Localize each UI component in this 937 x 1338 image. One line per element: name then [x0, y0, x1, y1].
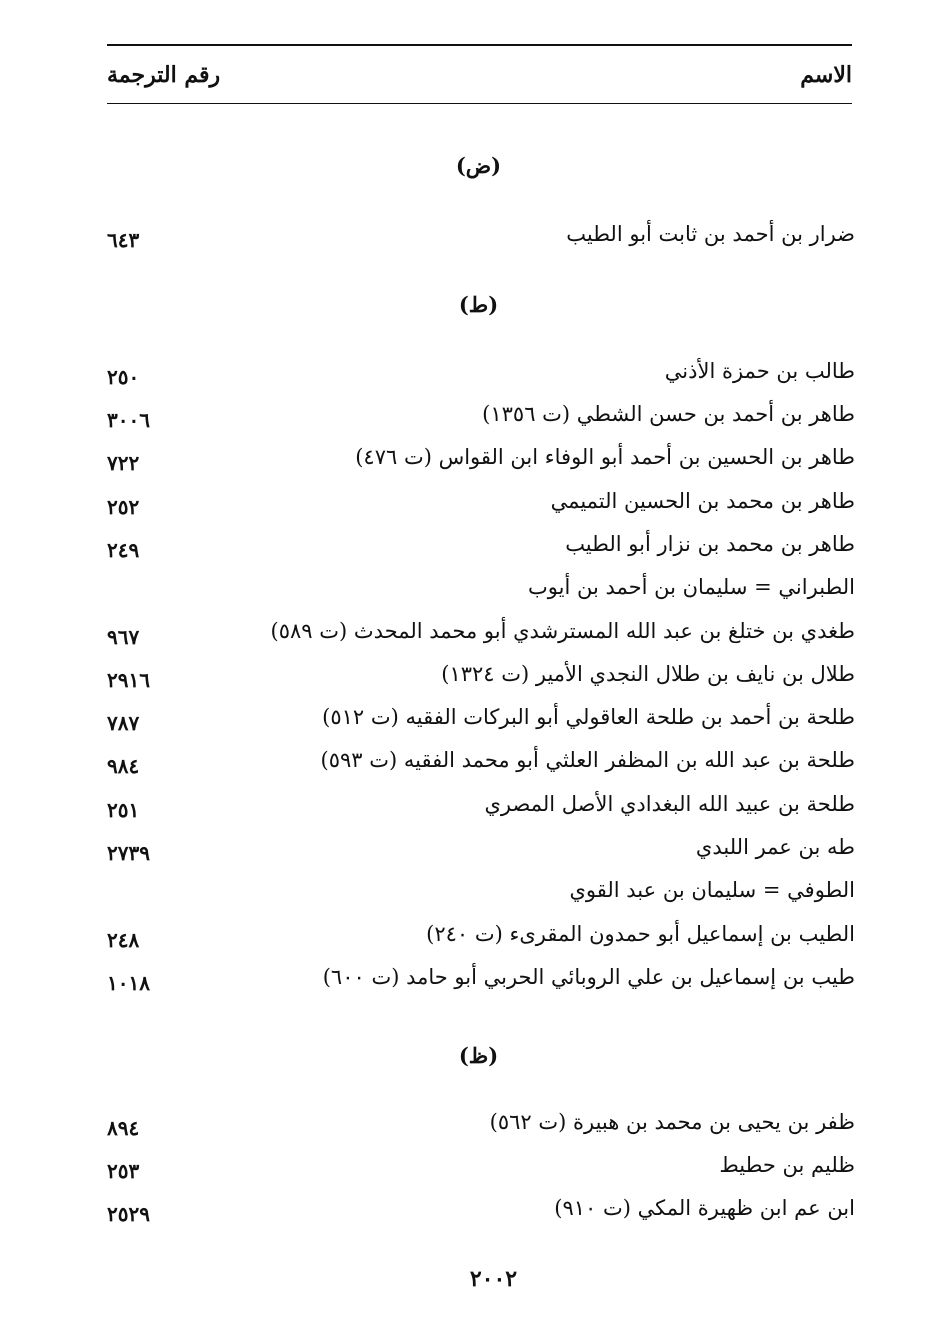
- entry-name: طه بن عمر اللبدي: [695, 835, 855, 859]
- index-entry: [107, 1153, 855, 1189]
- entry-number: ٢٩١٦: [107, 668, 150, 692]
- index-entry: [107, 662, 855, 698]
- entry-number: ٩٨٤: [107, 754, 140, 778]
- index-entry: [107, 965, 855, 1001]
- index-entry: [107, 489, 855, 525]
- index-entry: [107, 835, 855, 871]
- entry-name: الطيب بن إسماعيل أبو حمدون المقرىء (ت ٢٤٠): [426, 922, 855, 946]
- entry-number: ٢٧٣٩: [107, 841, 150, 865]
- index-entry: [107, 619, 855, 655]
- section-heading-dad: (ض): [455, 153, 502, 178]
- entry-number: ٧٨٧: [107, 711, 140, 735]
- entry-name: طالب بن حمزة الأذني: [664, 359, 855, 383]
- entry-number: ١٠١٨: [107, 971, 150, 995]
- number-column-header: رقم الترجمة: [107, 62, 221, 88]
- index-entry: [107, 1196, 855, 1232]
- entry-name: طلحة بن أحمد بن طلحة العاقولي أبو البركات الفقيه (ت ٥١٢): [322, 705, 855, 729]
- entry-number: ٢٤٨: [107, 928, 140, 952]
- index-entry: [107, 1110, 855, 1146]
- entry-name: الطبراني = سليمان بن أحمد بن أيوب: [528, 575, 855, 599]
- entry-name: ضرار بن أحمد بن ثابت أبو الطيب: [566, 222, 855, 246]
- entry-name: طاهر بن محمد بن الحسين التميمي: [550, 489, 855, 513]
- index-entry: [107, 792, 855, 828]
- entry-name: ظفر بن يحيى بن محمد بن هبيرة (ت ٥٦٢): [489, 1110, 855, 1134]
- entry-number: ٦٤٣: [107, 228, 140, 252]
- name-column-header: الاسم: [800, 62, 852, 88]
- entry-name: طاهر بن أحمد بن حسن الشطي (ت ١٣٥٦): [482, 402, 855, 426]
- index-entry: [107, 445, 855, 481]
- entry-name: طلال بن نايف بن طلال النجدي الأمير (ت ١٣٢٤): [441, 662, 855, 686]
- index-entry: [107, 222, 855, 258]
- index-entry: [107, 359, 855, 395]
- index-entry: [107, 575, 855, 611]
- entry-number: ٩٦٧: [107, 625, 140, 649]
- entry-number: ٣٠٠٦: [107, 408, 150, 432]
- entry-number: ٢٥٣: [107, 1159, 140, 1183]
- entry-name: طاهر بن الحسين بن أحمد أبو الوفاء ابن القواس (ت ٤٧٦): [355, 445, 855, 469]
- index-entry: [107, 402, 855, 438]
- section-heading-za: (ظ): [458, 1043, 499, 1068]
- entry-number: ٢٥٢٩: [107, 1202, 150, 1226]
- index-entry: [107, 705, 855, 741]
- entry-number: ٧٢٢: [107, 451, 140, 475]
- entry-name: طاهر بن محمد بن نزار أبو الطيب: [565, 532, 855, 556]
- entry-number: ٢٥١: [107, 798, 140, 822]
- entry-name: طغدي بن ختلغ بن عبد الله المسترشدي أبو محمد المحدث (ت ٥٨٩): [270, 619, 855, 643]
- entry-name: طيب بن إسماعيل بن علي الروبائي الحربي أبو حامد (ت ٦٠٠): [322, 965, 855, 989]
- entry-name: طلحة بن عبد الله بن المظفر العلثي أبو محمد الفقيه (ت ٥٩٣): [320, 748, 855, 772]
- section-heading-ta: (ط): [458, 292, 499, 317]
- header-rule: [107, 103, 852, 104]
- page-number: ٢٠٠٢: [469, 1266, 518, 1292]
- index-entry: [107, 922, 855, 958]
- entry-name: الطوفي = سليمان بن عبد القوي: [569, 878, 855, 902]
- entry-name: ظليم بن حطيط: [719, 1153, 855, 1177]
- entry-name: طلحة بن عبيد الله البغدادي الأصل المصري: [484, 792, 855, 816]
- top-rule: [107, 44, 852, 46]
- index-entry: [107, 748, 855, 784]
- entry-number: ٢٥٠: [107, 365, 140, 389]
- entry-number: ٨٩٤: [107, 1116, 140, 1140]
- entry-name: ابن عم ابن ظهيرة المكي (ت ٩١٠): [554, 1196, 855, 1220]
- index-entry: [107, 878, 855, 914]
- entry-number: ٢٥٢: [107, 495, 140, 519]
- entry-number: ٢٤٩: [107, 538, 140, 562]
- index-entry: [107, 532, 855, 568]
